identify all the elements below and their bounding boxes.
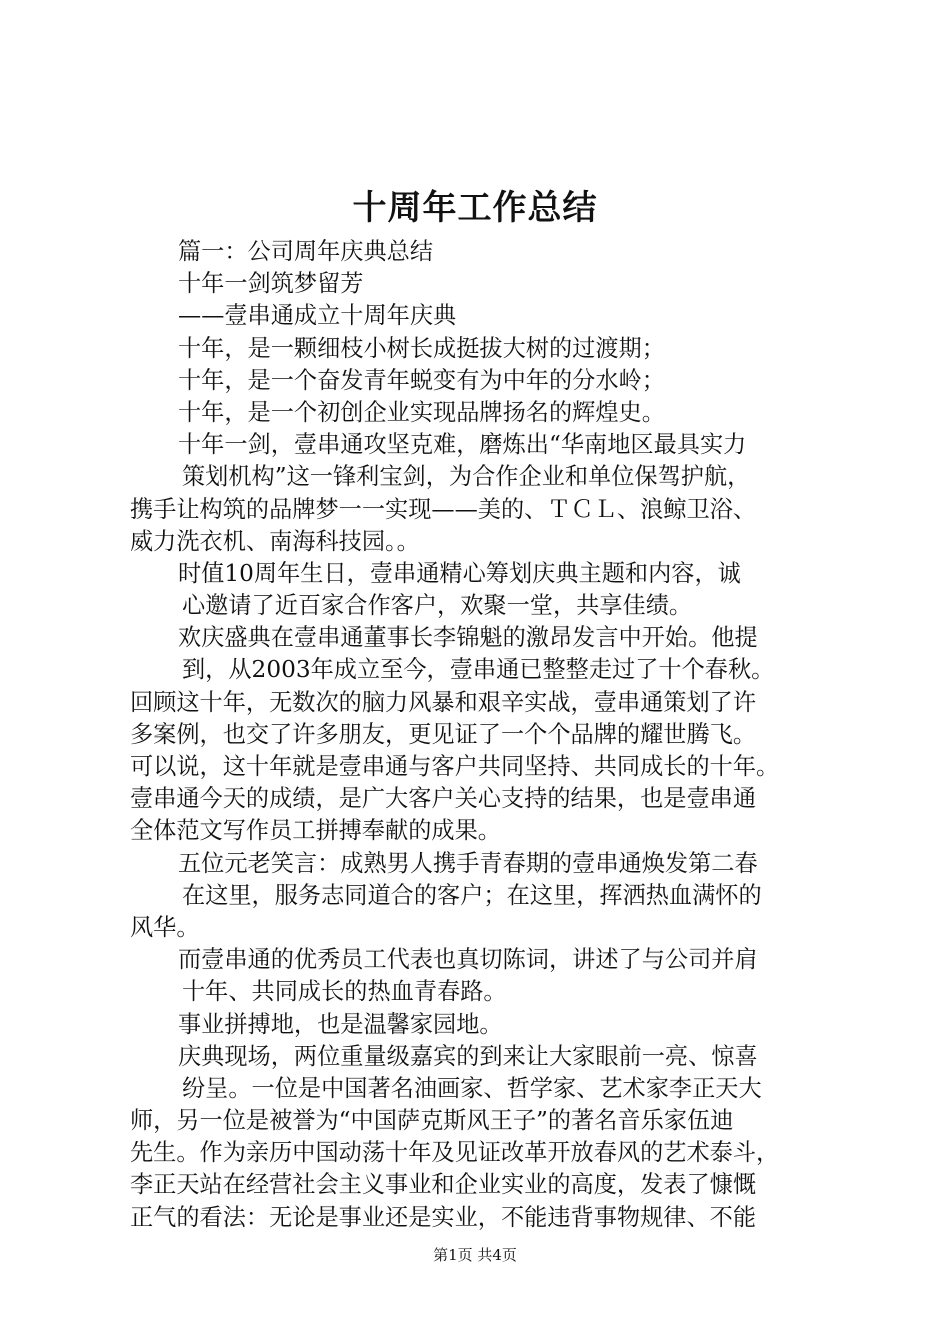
body-line: 十年、共同成长的热血青春路。: [182, 978, 507, 1006]
body-line: 师，另一位是被誉为“中国萨克斯风王子”的著名音乐家伍迪: [130, 1107, 734, 1135]
body-line: 十年，是一个奋发青年蜕变有为中年的分水岭；: [178, 366, 665, 394]
page-footer: 第1页 共4页: [433, 1246, 517, 1264]
body-line: 策划机构”这一锋利宝剑，为合作企业和单位保驾护航，: [182, 463, 751, 491]
body-line: ——壹串通成立十周年庆典: [178, 302, 457, 330]
body-line: 十年，是一个初创企业实现品牌扬名的辉煌史。: [178, 398, 665, 426]
body-line: 携手让构筑的品牌梦一一实现——美的、ＴＣＬ、浪鲸卫浴、: [130, 495, 757, 523]
body-line: 事业拼搏地，也是温馨家园地。: [178, 1010, 503, 1038]
body-line: 时值10周年生日，壹串通精心筹划庆典主题和内容，诚: [178, 559, 741, 587]
body-line: 全体范文写作员工拼搏奉献的成果。: [130, 817, 501, 845]
body-line: 而壹串通的优秀员工代表也真切陈词，讲述了与公司并肩: [178, 946, 758, 974]
body-line: 庆典现场，两位重量级嘉宾的到来让大家眼前一亮、惊喜: [178, 1042, 758, 1070]
body-line: 风华。: [130, 913, 200, 941]
body-line: 壹串通今天的成绩，是广大客户关心支持的结果，也是壹串通: [130, 785, 757, 813]
body-line: 五位元老笑言：成熟男人携手青春期的壹串通焕发第二春: [178, 849, 758, 877]
body-line: 十年一剑，壹串通攻坚克难，磨炼出“华南地区最具实力: [178, 431, 747, 459]
body-line: 多案例，也交了许多朋友，更见证了一个个品牌的耀世腾飞。: [130, 720, 757, 748]
body-line: 威力洗衣机、南海科技园。。: [130, 527, 420, 555]
body-line: 正气的看法：无论是事业还是实业，不能违背事物规律、不能: [130, 1203, 757, 1231]
body-line: 纷呈。一位是中国著名油画家、哲学家、艺术家李正天大: [182, 1074, 762, 1102]
body-line: 篇一：公司周年庆典总结: [178, 238, 434, 265]
body-line: 十年，是一颗细枝小树长成挺拔大树的过渡期；: [178, 334, 665, 362]
document-body: [130, 236, 850, 1234]
document-title: 十周年工作总结: [352, 188, 598, 228]
body-line: 回顾这十年，无数次的脑力风暴和艰辛实战，壹串通策划了许: [130, 688, 757, 716]
body-line: 到，从2003年成立至今，壹串通已整整走过了十个春秋。: [182, 656, 775, 684]
body-line: 十年一剑筑梦留芳: [178, 270, 364, 298]
body-line: 欢庆盛典在壹串通董事长李锦魁的激昂发言中开始。他提: [178, 624, 758, 652]
body-line: 先生。作为亲历中国动荡十年及见证改革开放春风的艺术泰斗，: [130, 1139, 780, 1167]
body-line: 李正天站在经营社会主义事业和企业实业的高度，发表了慷慨: [130, 1171, 757, 1199]
body-line: 在这里，服务志同道合的客户；在这里，挥洒热血满怀的: [182, 881, 762, 909]
body-line: 可以说，这十年就是壹串通与客户共同坚持、共同成长的十年。: [130, 753, 780, 780]
body-line: 心邀请了近百家合作客户，欢聚一堂，共享佳绩。: [182, 592, 693, 620]
